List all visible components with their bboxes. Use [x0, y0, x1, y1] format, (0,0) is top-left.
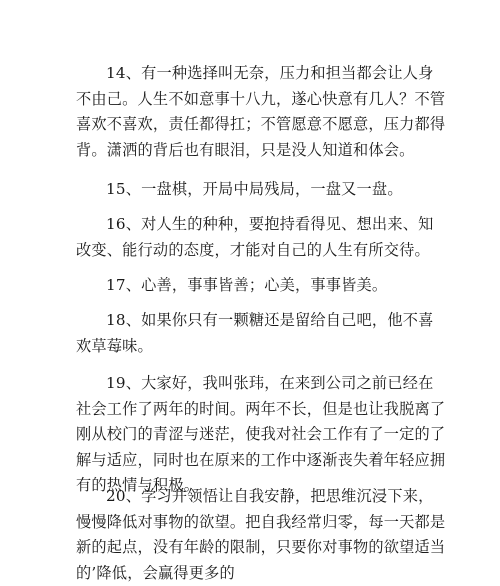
paragraph-17: 17、心善，事事皆善；心美，事事皆美。	[106, 276, 388, 294]
paragraph-16: 16、对人生的种种，要抱持看得见、想出来、知改变、能行动的态度，才能对自己的人生有所交待。	[76, 215, 434, 259]
paragraph-18: 18、如果你只有一颗糖还是留给自己吧，他不喜欢草莓味。	[76, 311, 434, 355]
paragraph-14: 14、有一种选择叫无奈，压力和担当都会让人身不由己。人生不如意事十八九，遂心快意有几人？不管喜欢不喜欢，责任都得扛；不管愿意不愿意，压力都得背。潇洒的背后也有眼泪，只是没人知道和体会。	[76, 64, 446, 159]
paragraph-15: 15、一盘棋，开局中局残局，一盘又一盘。	[106, 180, 403, 198]
paragraph-20: 20、学习并领悟让自我安静，把思维沉浸下来，慢慢降低对事物的欲望。把自我经常归零，每一天都是新的起点，没有年龄的限制，只要你对事物的欲望适当的’降低，会赢得更多的	[76, 487, 446, 582]
paragraph-19: 19、大家好，我叫张玮，在来到公司之前已经在社会工作了两年的时间。两年不长，但是也让我脱离了刚从校门的青涩与迷茫，使我对社会工作有了一定的了解与适应，同时也在原来的工作中逐渐丧失着年轻应拥有的热情与积极。	[76, 374, 446, 494]
